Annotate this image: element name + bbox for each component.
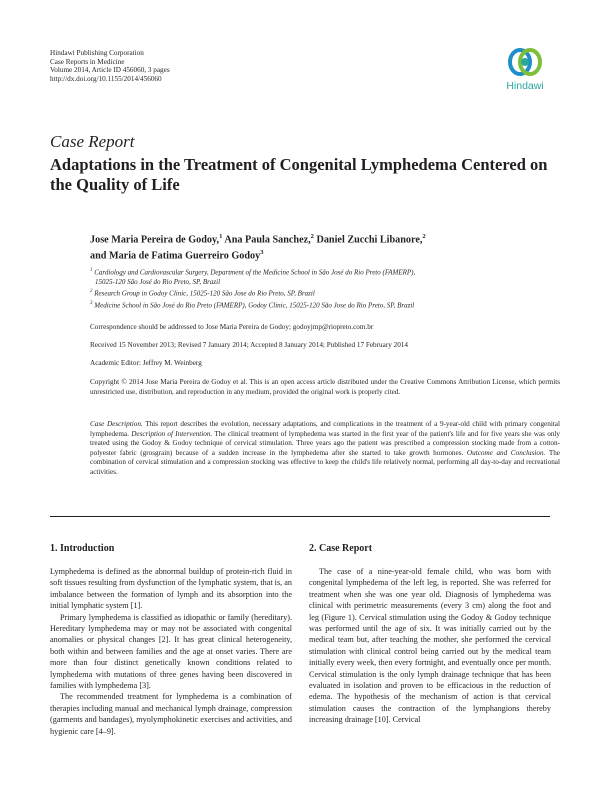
abstract-text: The clinical treatment of lymphedema was started in the first year of the patient's life and for five years she was only treated using the Godoy & Godoy technique of cervical stimulation. Three years ago the patient was prescribed a compression stocking made from a cotton-polyester fabric (grosgrain) because of a sudden increase in the lymphedema after she started to take growth hormones. bbox=[90, 429, 561, 457]
journal-name: Case Reports in Medicine bbox=[50, 57, 125, 66]
volume-info: Volume 2014, Article ID 456060, 3 pages bbox=[50, 66, 170, 75]
doi-link[interactable]: http://dx.doi.org/10.1155/2014/456060 bbox=[50, 74, 162, 83]
hindawi-logo bbox=[498, 44, 552, 100]
publication-info bbox=[50, 49, 170, 83]
author-affil-mark: 2 bbox=[310, 233, 314, 240]
abstract-label: Case Description. bbox=[90, 420, 143, 428]
correspondence: Correspondence should be addressed to Jose Maria Pereira de Godoy; godoyjmp@riopreto.com.br bbox=[90, 323, 374, 331]
paragraph: Lymphedema is defined as the abnormal buildup of protein-rich fluid in soft tissues resulting from dysfunction of the lymphatic system, that is, an imbalance between the formation of lymph and its absorption into the initial lymphatic system [1]. bbox=[50, 567, 292, 611]
abstract-text: This report describes the evolution, necessary adaptations, and complications in the treatment of a 9-year-old child with primary congenital lymphedema. bbox=[90, 420, 560, 438]
author-name: Jose Maria Pereira de Godoy, bbox=[90, 234, 220, 246]
article-title: Adaptations in the Treatment of Congenital Lymphedema Centered on the Quality of Life bbox=[50, 155, 548, 194]
section-heading: 2. Case Report bbox=[309, 543, 373, 554]
section-divider bbox=[50, 516, 550, 517]
affiliation-continuation: 15025-120 São José do Rio Preto, SP, Brazil bbox=[95, 278, 221, 287]
author-affil-mark: 3 bbox=[260, 249, 264, 257]
academic-editor: Academic Editor: Jeffrey M. Weinberg bbox=[90, 359, 202, 367]
abstract-label: Outcome and Conclusion. bbox=[466, 448, 546, 457]
affiliations bbox=[90, 266, 560, 310]
author-affil-mark: 1 bbox=[219, 233, 223, 240]
abstract bbox=[90, 420, 560, 478]
hindawi-rings-icon bbox=[505, 44, 545, 80]
abstract-text: The combination of cervical stimulation and a compression stocking was effective to keep the child's life relatively normal, performing all day-to-day and recreational activities. bbox=[90, 448, 560, 476]
author-list bbox=[90, 230, 550, 263]
introduction-section bbox=[50, 543, 292, 737]
logo-wordmark: Hindawi bbox=[506, 80, 544, 92]
affiliation-item: $^2$ Research Group in Godoy Clinic, 15025-120 São Jose do Rio Preto, SP, Brazil bbox=[90, 289, 315, 298]
paragraph: The recommended treatment for lymphedema is a combination of therapies including manual and mechanical lymph drainage, compression (garments and bandages), myolymphokinetic exercises and activities, and hygienic care [4–9]. bbox=[50, 692, 292, 736]
article-type: Case Report bbox=[50, 132, 135, 151]
author-affil-mark: 2 bbox=[422, 233, 426, 240]
copyright-notice: Copyright © 2014 Jose Maria Pereira de Godoy et al. This is an open access article distributed under the Creative Commons Attribution License, which permits unrestricted use, distribution, and reproduction in any medium, provided the original work is properly cited. bbox=[90, 378, 560, 396]
section-heading: 1. Introduction bbox=[50, 543, 115, 554]
publisher-name: Hindawi Publishing Corporation bbox=[50, 49, 144, 57]
affiliation-item: $^1$ Cardiology and Cardiovascular Surgery, Department of the Medicine School in São José do Rio Preto (FAMERP), bbox=[90, 268, 416, 277]
abstract-label: Description of Intervention. bbox=[131, 429, 213, 438]
affiliation-item: $^3$ Medicine School in São José do Rio Preto (FAMERP), Godoy Clinic, 15025-120 São Jose do Rio Preto, SP, Brazil bbox=[90, 300, 415, 309]
author-name: Ana Paula Sanchez, bbox=[224, 234, 311, 246]
author-name: Daniel Zucchi Libanore, bbox=[316, 234, 423, 246]
paragraph: Primary lymphedema is classified as idiopathic or family (hereditary). Hereditary lymphedema may or may not be associated with congenital anomalies or physical changes [2]. It has great clinical heterogeneity, both within and between families and the age at onset varies. There are more than four distinct genetically known conditions related to lymphedema with mutations of three genes having been discovered in families with lymphedema [3]. bbox=[50, 612, 292, 691]
case-report-section bbox=[309, 543, 551, 726]
author-name: and Maria de Fatima Guerreiro Godoy bbox=[90, 250, 261, 262]
publication-dates: Received 15 November 2013; Revised 7 January 2014; Accepted 8 January 2014; Published 17 February 2014 bbox=[90, 341, 408, 349]
paragraph: The case of a nine-year-old female child, who was born with congenital lymphedema of the left leg, is reported. She was referred for treatment when she was one year old. Diagnosis of lymphedema was clinical with perimetric measurements (every 3 cm) along the foot and leg (Figure 1). Cervical stimulation using the Godoy & Godoy technique was performed until the age of six. It was initially carried out by the medical team but, after teaching the mother, she performed the cervical stimulation with clinical control being carried out by the medical team initially every week, then every fortnight, and eventually once per month. Cervical stimulation is the only lymph drainage technique that has been evaluated in isolation and proven to be efficacious in the reduction of edema. The hypothesis of the mechanism of action is that cervical stimulation causes the contraction of the lymphangions thereby increasing drainage [10]. Cervical bbox=[309, 567, 551, 725]
